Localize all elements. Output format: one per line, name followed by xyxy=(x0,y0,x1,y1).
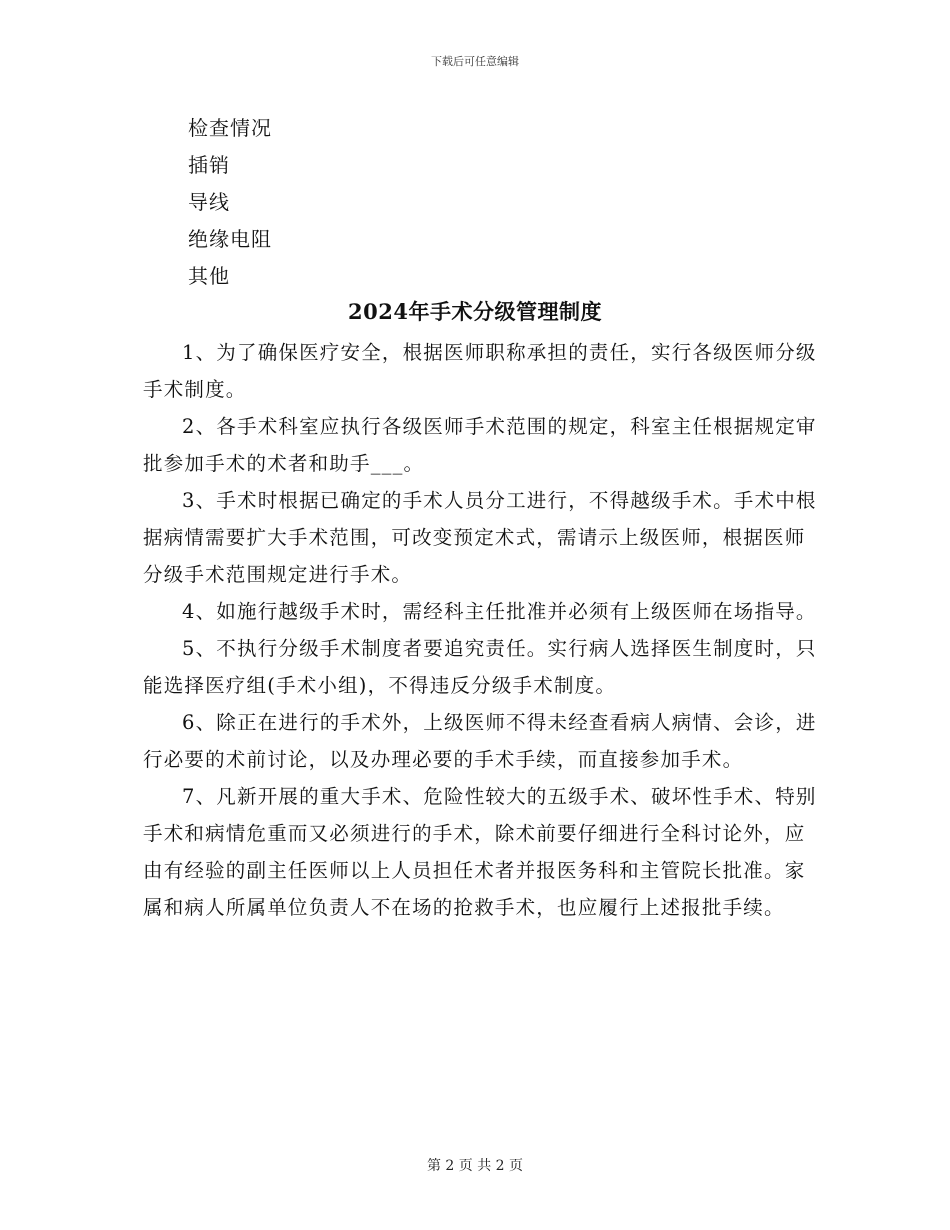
paragraph-6: 6、除正在进行的手术外，上级医师不得未经查看病人病情、会诊，进行必要的术前讨论，以及办理必要的手术手续，而直接参加手术。 xyxy=(143,711,817,771)
checklist-item: 其他 xyxy=(188,264,230,288)
paragraph-7: 7、凡新开展的重大手术、危险性较大的五级手术、破坏性手术、特别手术和病情危重而又必须进行的手术，除术前要仔细进行全科讨论外，应由有经验的副主任医师以上人员担任术者并报医务科和主管院长批准。家属和病人所属单位负责人不在场的抢救手术，也应履行上述报批手续。 xyxy=(143,785,817,919)
checklist-item: 插销 xyxy=(188,153,230,177)
checklist-item: 绝缘电阻 xyxy=(188,227,272,251)
checklist-item: 导线 xyxy=(188,190,230,214)
paragraph-4: 4、如施行越级手术时，需经科主任批准并必须有上级医师在场指导。 xyxy=(182,600,817,623)
paragraph-3: 3、手术时根据已确定的手术人员分工进行，不得越级手术。手术中根据病情需要扩大手术范围，可改变预定术式，需请示上级医师，根据医师分级手术范围规定进行手术。 xyxy=(143,489,817,586)
page-number: 第 2 页 共 2 页 xyxy=(426,1158,524,1174)
document-body xyxy=(143,334,819,926)
checklist-item: 检查情况 xyxy=(188,116,272,140)
paragraph-5: 5、不执行分级手术制度者要追究责任。实行病人选择医生制度时，只能选择医疗组(手术小组)，不得违反分级手术制度。 xyxy=(143,637,817,697)
document-title: 2024年手术分级管理制度 xyxy=(348,299,602,324)
page-header: 下载后可任意编辑 xyxy=(431,55,519,68)
paragraph-1: 1、为了确保医疗安全，根据医师职称承担的责任，实行各级医师分级手术制度。 xyxy=(143,341,817,401)
checklist xyxy=(188,110,272,295)
paragraph-2: 2、各手术科室应执行各级医师手术范围的规定，科室主任根据规定审批参加手术的术者和助手___。 xyxy=(143,415,817,475)
